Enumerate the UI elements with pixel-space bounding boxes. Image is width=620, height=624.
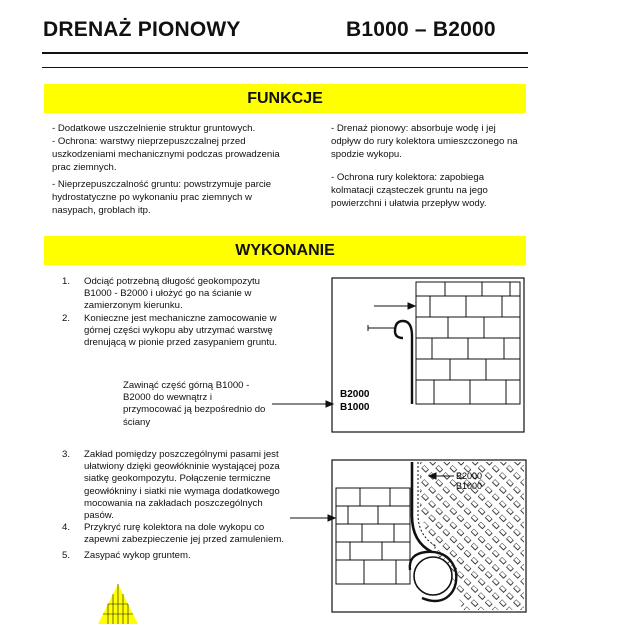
figure-wall-anchoring [270, 276, 532, 436]
fig1-label-b2000: B2000 [340, 389, 370, 400]
wrap-note: Zawinąć część górną B1000 - B2000 do wewnątrz i przymocować ją bezpośrednio do ściany [123, 380, 266, 428]
list-item: 3. Zakład pomiędzy poszczególnymi pasami jest ułatwiony dzięki geowłókninie wystającej poza siatkę geokompozytu. Połączenie termiczne geowłókniny i siatki nie wymaga dodatkowego mocowania na zakładach poszczególnych pasów. [62, 449, 280, 522]
header-rule [42, 52, 528, 54]
list-item: 1. Odciąć potrzebną długość geokompozytu B1000 - B2000 i ułożyć go na ścianie w zamierzonym kierunku. [62, 276, 260, 312]
steps-list-b [62, 449, 288, 562]
funkcje-left-item: - Dodatkowe uszczelnienie struktur gruntowych. [52, 123, 256, 134]
funkcje-right-item: - Ochrona rury kolektora: zapobiega kolmatacji cząsteczek gruntu na jego powierzchni i ułatwia przepływ wody. [331, 172, 488, 209]
figure-collector-pipe [290, 458, 530, 618]
page-title: DRENAŻ PIONOWY [43, 18, 241, 41]
steps-list-a [62, 276, 286, 349]
logo-grid-icon [98, 584, 138, 624]
section-header-funkcje: FUNKCJE [44, 84, 526, 113]
list-item: 4. Przykryć rurę kolektora na dole wykopu co zapewni zabezpieczenie jej przed zamuleniem. [62, 522, 284, 546]
list-item: 2. Konieczne jest mechaniczne zamocowanie w górnej części wykopu aby utrzymać warstwę drenującą w pionie przed zasypaniem gruntu. [62, 312, 278, 349]
fig2-label-b2000: B2000 [456, 471, 483, 481]
product-range: B1000 – B2000 [346, 18, 496, 41]
fig2-label-b1000: B1000 [456, 481, 483, 491]
funkcje-left-list [52, 122, 287, 221]
header-rule-thin [42, 67, 528, 68]
list-item: 5. Zasypać wykop gruntem. [62, 549, 191, 561]
funkcje-left-item: - Nieprzepuszczalność gruntu: powstrzymuje parcie hydrostatyczne po wykonaniu prac ziemnych w nasypach, groblach itp. [52, 179, 272, 216]
funkcje-right-list [331, 122, 521, 214]
funkcje-left-item: - Ochrona: warstwy nieprzepuszczalnej przed uszkodzeniami mechanicznymi podczas prowadzenia prac ziemnych. [52, 136, 280, 173]
section-header-wykonanie: WYKONANIE [44, 236, 526, 265]
fig1-label-b1000: B1000 [340, 402, 370, 413]
funkcje-right-item: - Drenaż pionowy: absorbuje wodę i jej odpływ do rury kolektora umieszczonego na spodzie wykopu. [331, 123, 518, 160]
